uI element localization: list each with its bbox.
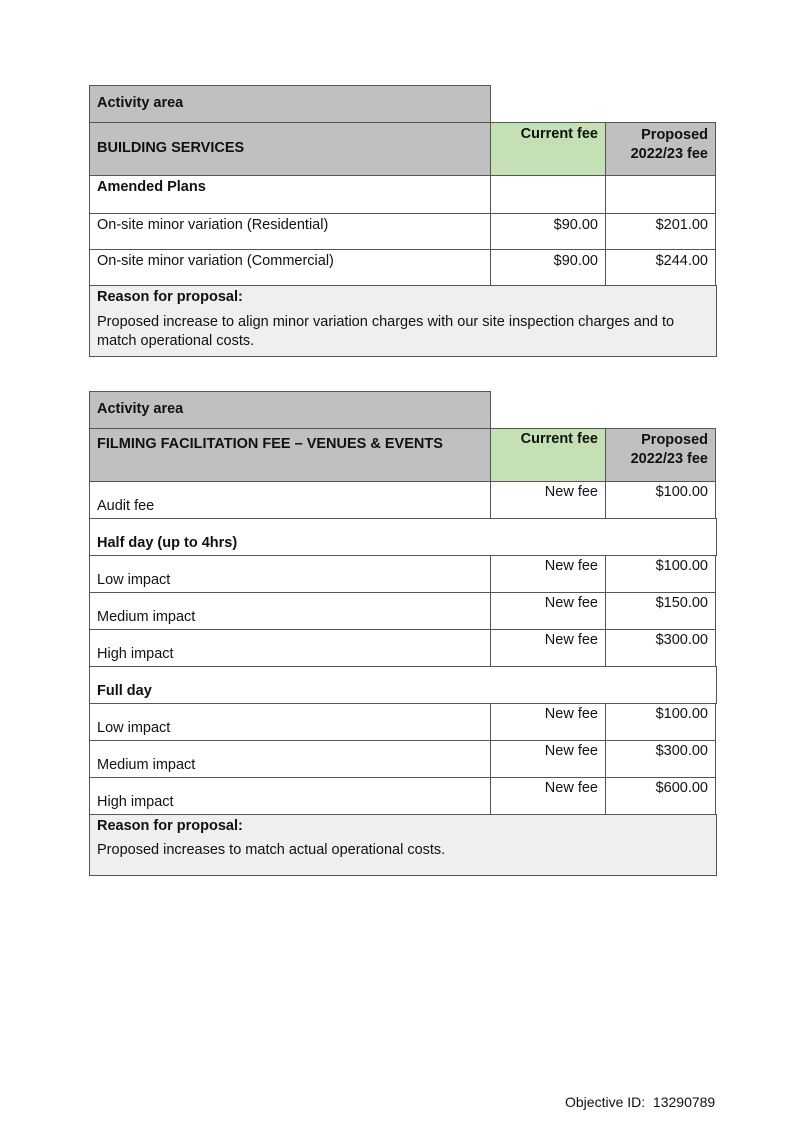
fee-item — [89, 592, 491, 630]
reason-cell — [89, 814, 717, 876]
fee-item — [89, 740, 491, 778]
group-label-text: Half day (up to 4hrs) — [97, 535, 238, 551]
fee-item: On-site minor variation (Commercial) — [89, 249, 491, 286]
table-row — [90, 741, 717, 778]
proposed-fee-header — [605, 122, 716, 176]
filming-facilitation-table — [90, 392, 717, 876]
reason-row — [90, 815, 717, 876]
proposed-fee-header-line2: 2022/23 fee — [630, 146, 708, 162]
reason-cell — [89, 285, 717, 357]
section-title: FILMING FACILITATION FEE – VENUES & EVENTS — [89, 428, 491, 482]
proposed-fee: $300.00 — [605, 629, 716, 667]
table-header-row — [90, 123, 717, 176]
reason-label: Reason for proposal: — [97, 818, 243, 834]
current-fee: New fee — [490, 481, 606, 519]
fee-item — [89, 777, 491, 815]
proposed-fee: $150.00 — [605, 592, 716, 630]
fee-item — [89, 629, 491, 667]
current-fee-header: Current fee — [490, 428, 606, 482]
table-row — [90, 556, 717, 593]
fee-item-text: High impact — [97, 646, 174, 662]
proposed-fee: $100.00 — [605, 703, 716, 741]
section-title: BUILDING SERVICES — [89, 122, 491, 176]
fee-item-text: Low impact — [97, 720, 171, 736]
fee-item-text: Medium impact — [97, 609, 196, 625]
proposed-fee: $100.00 — [605, 555, 716, 593]
current-fee: New fee — [490, 777, 606, 815]
fee-item-text: Medium impact — [97, 757, 196, 773]
reason-label: Reason for proposal: — [97, 289, 243, 305]
group-row — [90, 519, 717, 556]
group-label — [89, 518, 717, 556]
fee-item-text: High impact — [97, 794, 174, 810]
proposed-fee-header-line1: Proposed — [641, 127, 708, 143]
proposed-fee: $100.00 — [605, 481, 716, 519]
table-row — [90, 482, 717, 519]
proposed-fee-header-line1: Proposed — [641, 432, 708, 448]
table-row — [90, 250, 717, 286]
reason-row — [90, 286, 717, 357]
reason-text: Proposed increase to align minor variation charges with our site inspection charges and to match operational costs. — [97, 314, 675, 349]
activity-area-label: Activity area — [89, 85, 491, 123]
reason-text: Proposed increases to match actual operational costs. — [97, 842, 446, 858]
activity-area-row — [90, 86, 717, 123]
table-row — [90, 593, 717, 630]
table-header-row — [90, 429, 717, 482]
fee-item: On-site minor variation (Residential) — [89, 213, 491, 250]
table-row — [90, 214, 717, 250]
fee-item — [89, 481, 491, 519]
objective-id-label: Objective ID: — [565, 1094, 646, 1110]
objective-id-value: 13290789 — [652, 1094, 716, 1110]
current-fee: New fee — [490, 703, 606, 741]
fee-item — [89, 703, 491, 741]
objective-id-footer — [565, 1094, 715, 1110]
group-row — [90, 176, 717, 214]
activity-area-label: Activity area — [89, 391, 491, 429]
group-label — [89, 666, 717, 704]
proposed-fee: $244.00 — [605, 249, 716, 286]
proposed-fee-header-line2: 2022/23 fee — [630, 451, 708, 467]
proposed-fee: $600.00 — [605, 777, 716, 815]
group-proposed-cell — [605, 175, 716, 214]
group-label-text: Full day — [97, 683, 152, 699]
table-row — [90, 630, 717, 667]
fee-item — [89, 555, 491, 593]
fee-item-text: Audit fee — [97, 498, 155, 514]
current-fee: New fee — [490, 592, 606, 630]
proposed-fee-header — [605, 428, 716, 482]
table-row — [90, 778, 717, 815]
proposed-fee: $300.00 — [605, 740, 716, 778]
current-fee: $90.00 — [490, 249, 606, 286]
current-fee: New fee — [490, 555, 606, 593]
fee-item-text: Low impact — [97, 572, 171, 588]
group-current-cell — [490, 175, 606, 214]
group-row — [90, 667, 717, 704]
group-label: Amended Plans — [89, 175, 491, 214]
current-fee: New fee — [490, 740, 606, 778]
proposed-fee: $201.00 — [605, 213, 716, 250]
current-fee: $90.00 — [490, 213, 606, 250]
table-row — [90, 704, 717, 741]
activity-area-row — [90, 392, 717, 429]
building-services-table — [90, 86, 717, 357]
current-fee-header: Current fee — [490, 122, 606, 176]
current-fee: New fee — [490, 629, 606, 667]
